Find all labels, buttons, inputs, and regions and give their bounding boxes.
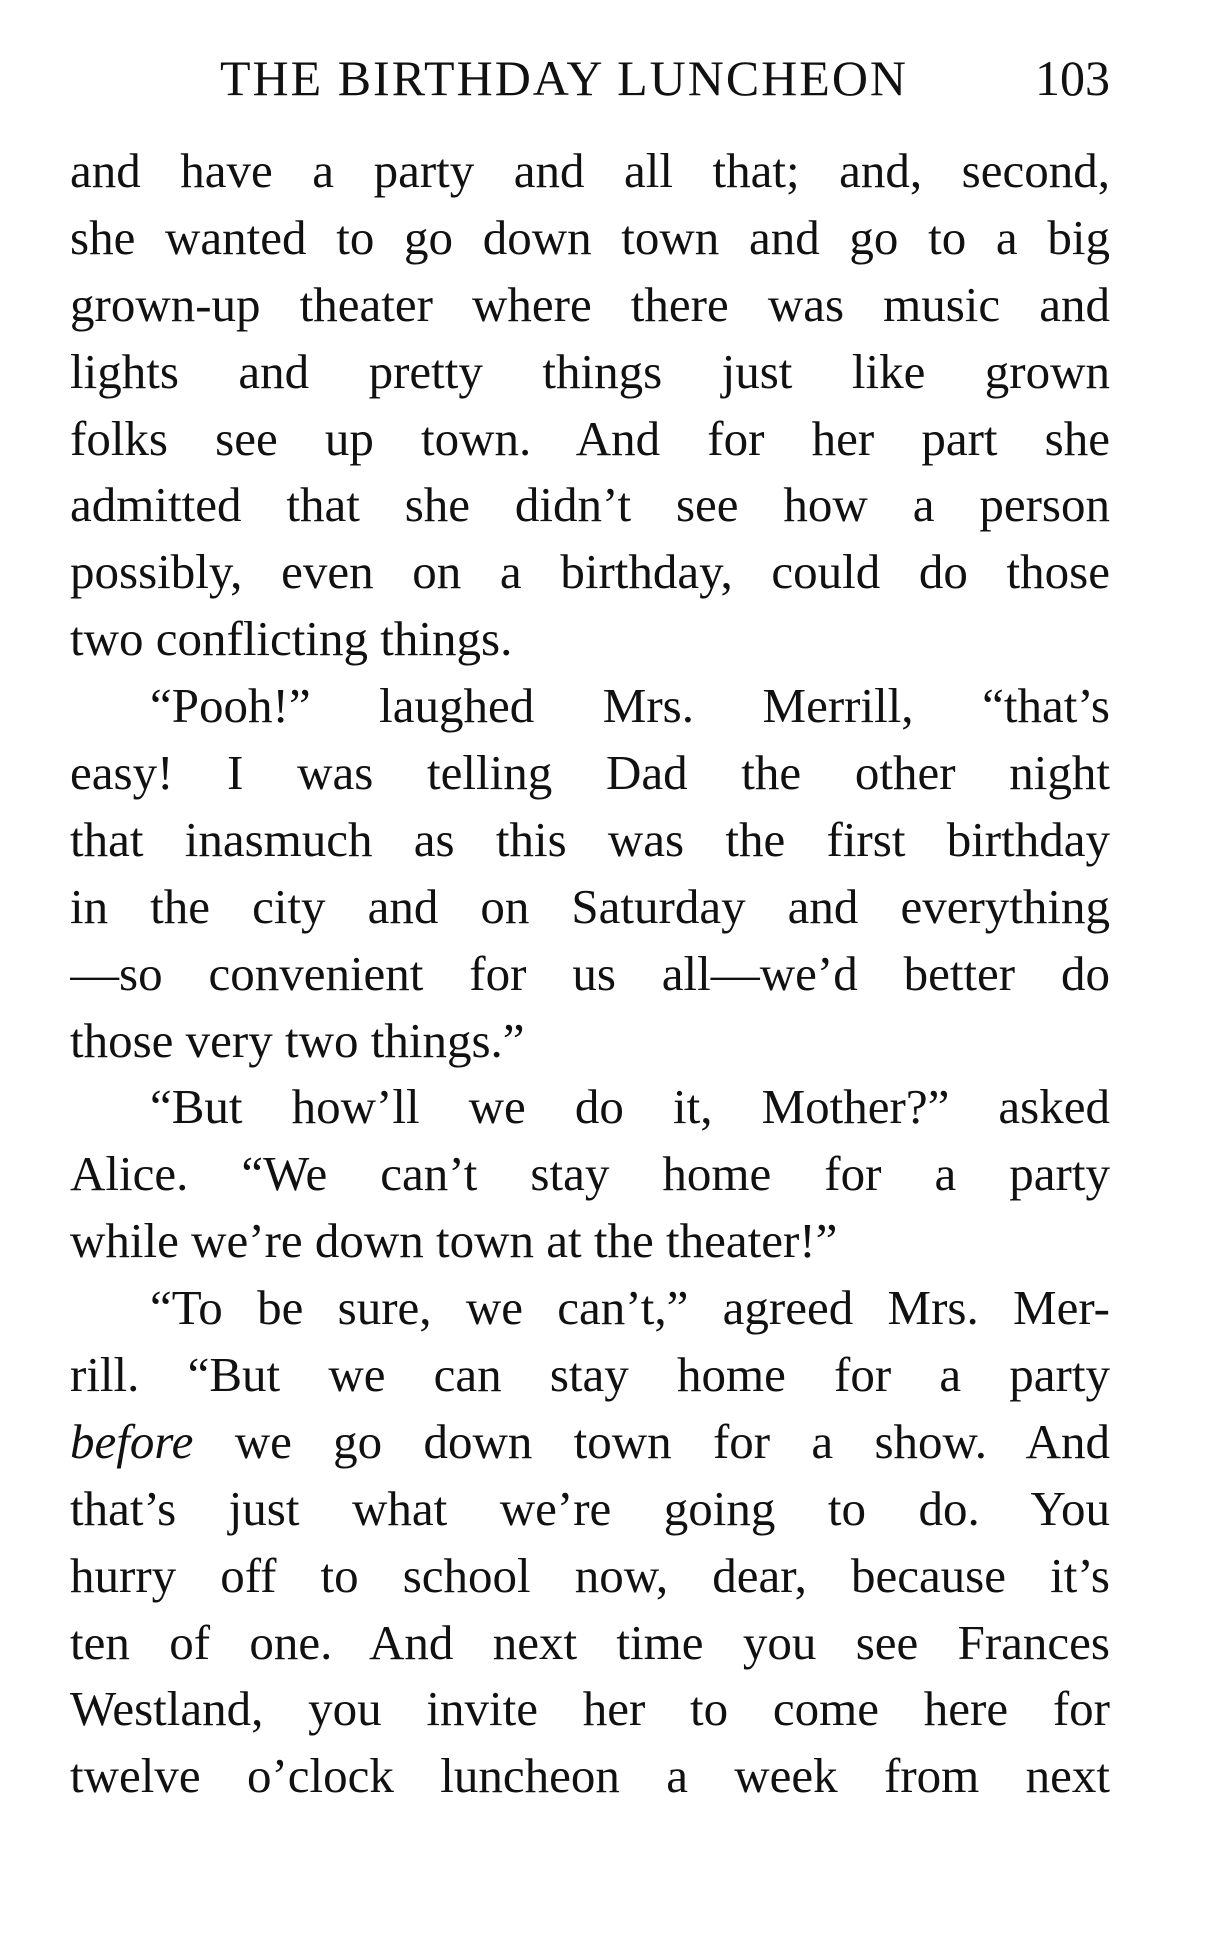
text-line: rill. “But we can stay home for a party [70,1347,1110,1403]
text-line: and have a party and all that; and, second, [70,143,1110,198]
paragraph-end-line: those very two things.” [70,1012,525,1068]
text-line: twelve o’clock luncheon a week from next [70,1748,1110,1804]
text-line: Alice. “We can’t stay home for a party [70,1146,1110,1202]
running-title: THE BIRTHDAY LUNCHEON [220,50,909,106]
text-line: that inasmuch as this was the first birthday [70,811,1110,867]
text-line: lights and pretty things just like grown [70,343,1110,399]
text-line: ten of one. And next time you see Frances [70,1614,1110,1670]
paragraph-first-line: “Pooh!” laughed Mrs. Merrill, “that’s [150,678,1110,734]
text-line: possibly, even on a birthday, could do those [70,544,1110,600]
text-line: folks see up town. And for her part she [70,410,1110,466]
text-line [70,1409,1110,1476]
running-head [70,48,1110,108]
body-text [70,138,1110,1810]
paragraph-end-line: while we’re down town at the theater!” [70,1213,838,1269]
text-line-rest: we go down town for a show. And [193,1413,1110,1469]
text-line: she wanted to go down town and go to a big [70,209,1110,265]
text-line: that’s just what we’re going to do. You [70,1480,1110,1536]
text-line: admitted that she didn’t see how a person [70,477,1110,533]
paragraph-first-line: “But how’ll we do it, Mother?” asked [150,1079,1110,1135]
text-line: hurry off to school now, dear, because it’s [70,1547,1110,1603]
emphasized-word: before [70,1413,194,1469]
paragraph-end-line: two conflicting things. [70,611,513,667]
page-number: 103 [1035,50,1110,106]
text-line: Westland, you invite her to come here for [70,1681,1110,1737]
paragraph-first-line: “To be sure, we can’t,” agreed Mrs. Mer- [150,1280,1110,1336]
text-line: easy! I was telling Dad the other night [70,745,1110,801]
text-line: in the city and on Saturday and everything [70,878,1110,934]
text-line: grown-up theater where there was music and [70,276,1110,332]
text-line: —so convenient for us all—we’d better do [70,945,1110,1001]
